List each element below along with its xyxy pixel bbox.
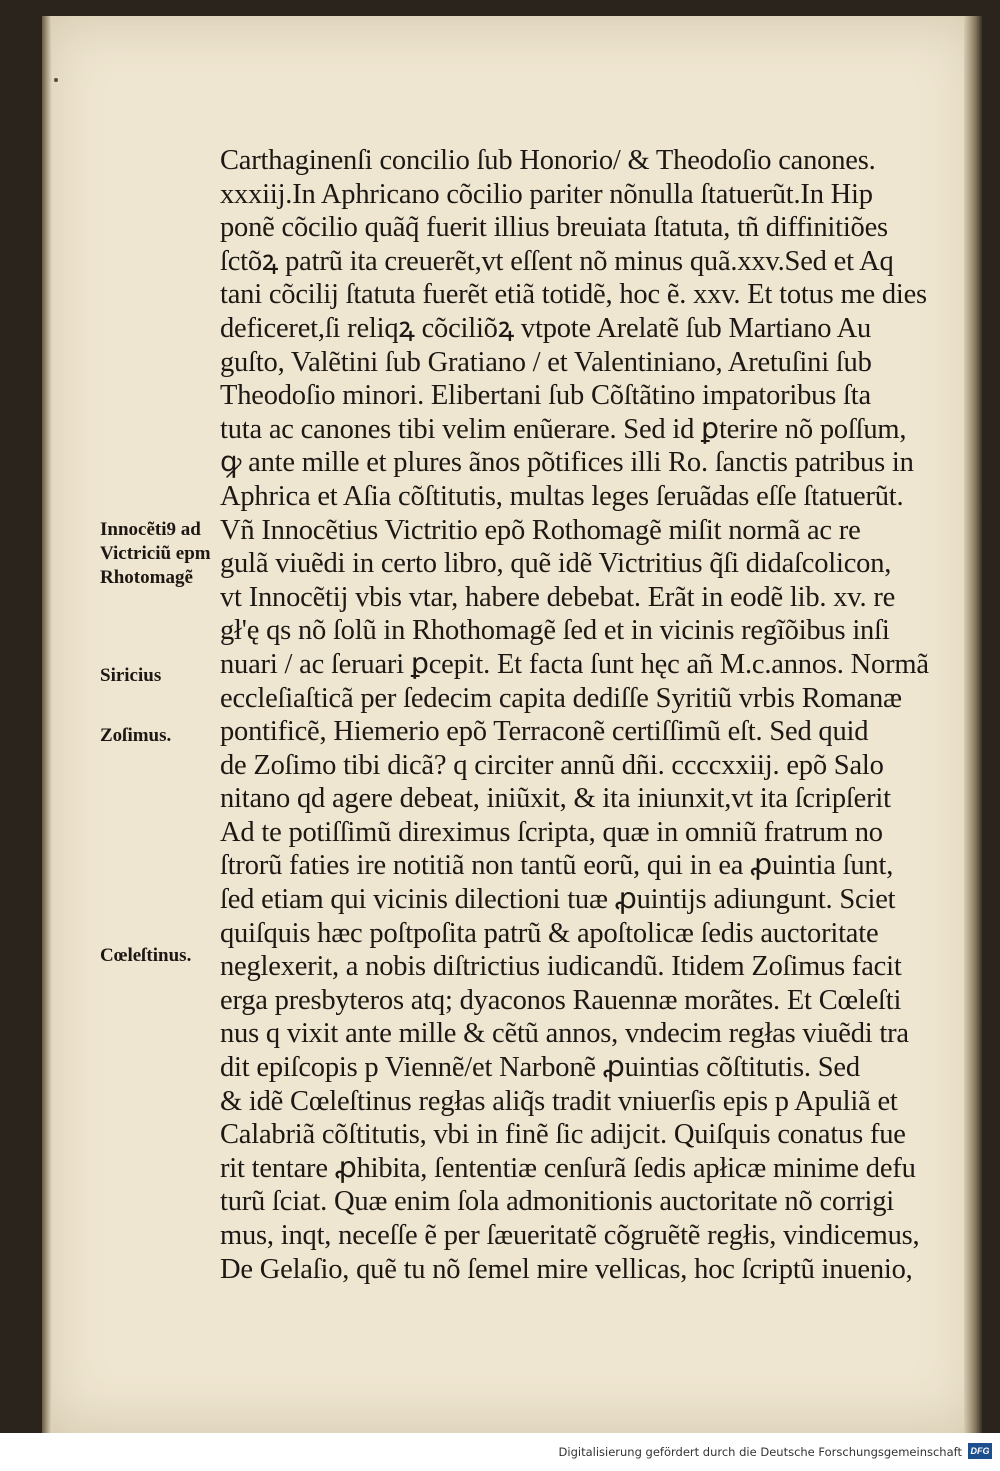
text-line: dit epiſcopis p Viennẽ/et Narbonẽ ꝓuintias cõſtitutis. Sed bbox=[220, 1052, 860, 1084]
text-line: ſed etiam qui vicinis dilectioni tuæ ꝓuintijs adiungunt. Sciet bbox=[220, 884, 896, 916]
marginal-note-line: Cœleſtinus. bbox=[100, 945, 192, 966]
text-line: vt Innocẽtij vbis vtar, habere debebat. Erãt in eodẽ lib. xv. re bbox=[220, 581, 896, 613]
text-line: nuari / ac ſeruari ꝑcepit. Et facta ſunt hęc añ M.c.annos. Normã bbox=[220, 648, 929, 680]
text-line: turũ ſciat. Quæ enim ſola admonitionis auctoritate nõ corrigi bbox=[220, 1186, 895, 1218]
marginal-note-coelestinus bbox=[100, 944, 275, 968]
text-line: Aphrica et Aſia cõſtitutis, multas leges ſeruãdas eſſe ſtatuerũt. bbox=[220, 480, 904, 512]
text-line: mus, inqt, neceſſe ẽ per ſæueritatẽ cõgruẽtẽ regłis, vindicemus, bbox=[220, 1220, 920, 1251]
text-line: ꝙ ante mille et plures ãnos põtifices illi Ro. ſanctis patribus in bbox=[220, 447, 914, 479]
text-line: rit tentare ꝓhibita, ſententiæ cenſurã ſedis apłicæ minime defu bbox=[220, 1152, 916, 1184]
text-line: tani cõcilij ſtatuta fuerẽt etiã totidẽ, hoc ẽ. xxv. Et totus me dies bbox=[220, 279, 927, 311]
marginal-note-innocentius bbox=[100, 518, 275, 590]
text-line: gulã viuẽdi in certo libro, quẽ idẽ Victritius q̃ſi didaſcolicon, bbox=[220, 548, 892, 580]
marginal-note-zosimus bbox=[100, 724, 275, 748]
footer-bar bbox=[0, 1433, 1000, 1471]
text-line: erga presbyteros atq; dyaconos Rauennæ morãtes. Et Cœleſti bbox=[220, 984, 902, 1016]
marginal-note-line: Siricius bbox=[100, 665, 162, 686]
text-line: de Zoſimo tibi dicã? q circiter annũ dñi. ccccxxiij. epõ Salo bbox=[220, 749, 884, 781]
text-line: Calabriã cõſtitutis, vbi in finẽ ſic adijcit. Quiſquis conatus fue bbox=[220, 1119, 906, 1151]
text-line: eccleſiaſticã per ſedecim capita dediſſe Syritiũ vrbis Romanæ bbox=[220, 682, 902, 714]
text-line: Carthaginenſi concilio ſub Honorio/ & Theodoſio canones. bbox=[220, 145, 876, 176]
funding-credit: Digitalisierung gefördert durch die Deutsche Forschungsgemeinschaft bbox=[558, 1445, 962, 1459]
text-line: deficeret,ſi reliqꝝ cõciliõꝝ vtpote Arelatẽ ſub Martiano Au bbox=[220, 312, 872, 344]
marginal-note-line: Rhotomagẽ bbox=[100, 567, 193, 588]
dfg-logo-icon: DFG bbox=[968, 1443, 992, 1459]
main-text-block bbox=[220, 144, 929, 1286]
page-left-edge bbox=[42, 16, 52, 1433]
text-line: ſctõꝝ patrũ ita creuerẽt,vt eſſent nõ minus quã.xxv.Sed et Aq bbox=[220, 245, 894, 277]
paper-speck bbox=[54, 78, 58, 82]
text-line: neglexerit, a nobis diſtrictius iudicandũ. Itidem Zoſimus facit bbox=[220, 951, 902, 983]
marginal-note-line: Innocẽti9 ad bbox=[100, 519, 201, 540]
text-line: ſtrorũ faties ire notitiã non tantũ eorũ, qui in ea ꝓuintia ſunt, bbox=[220, 850, 894, 882]
text-line: gł'ę qs nõ ſolũ in Rhothomagẽ ſed et in vicinis regĩõibus inſi bbox=[220, 615, 890, 647]
book-spine bbox=[964, 16, 982, 1433]
text-line: tuta ac canones tibi velim enũerare. Sed id ꝑterire nõ poſſum, bbox=[220, 413, 907, 445]
text-line: xxxiij.In Aphricano cõcilio pariter nõnulla ſtatuerũt.In Hip bbox=[220, 178, 873, 210]
marginal-note-line: Zoſimus. bbox=[100, 725, 172, 746]
text-line: ponẽ cõcilio quãq̃ fuerit illius breuiata ſtatuta, tñ diffinitiões bbox=[220, 212, 888, 244]
marginal-note-siricius bbox=[100, 664, 275, 688]
marginal-note-line: Victriciũ epm bbox=[100, 543, 211, 564]
text-line: Theodoſio minori. Elibertani ſub Cõſtãtino impatoribus ſta bbox=[220, 380, 871, 412]
text-line: guſto, Valẽtini ſub Gratiano / et Valentiniano, Aretuſini ſub bbox=[220, 346, 872, 378]
text-line: quiſquis hæc poſtpoſita patrũ & apoſtolicæ ſedis auctoritate bbox=[220, 917, 879, 949]
text-line: De Gelaſio, quẽ tu nõ ſemel mire vellicas, hoc ſcriptũ inuenio, bbox=[220, 1253, 913, 1285]
text-line: pontificẽ, Hiemerio epõ Terraconẽ certiſſimũ eſt. Sed quid bbox=[220, 716, 869, 748]
text-line: nus q vixit ante mille & cẽtũ annos, vndecim regłas viuẽdi tra bbox=[220, 1018, 909, 1050]
text-line: & idẽ Cœleſtinus regłas aliq̃s tradit vniuerſis epis p Apuliã et bbox=[220, 1085, 898, 1117]
text-line: nitano qd agere debeat, iniũxit, & ita iniunxit,vt ita ſcripſerit bbox=[220, 783, 891, 815]
text-line: Vñ Innocẽtius Victritio epõ Rothomagẽ miſit normã ac re bbox=[220, 514, 861, 546]
text-line: Ad te potiſſimũ direximus ſcripta, quæ in omniũ fratrum no bbox=[220, 816, 883, 848]
